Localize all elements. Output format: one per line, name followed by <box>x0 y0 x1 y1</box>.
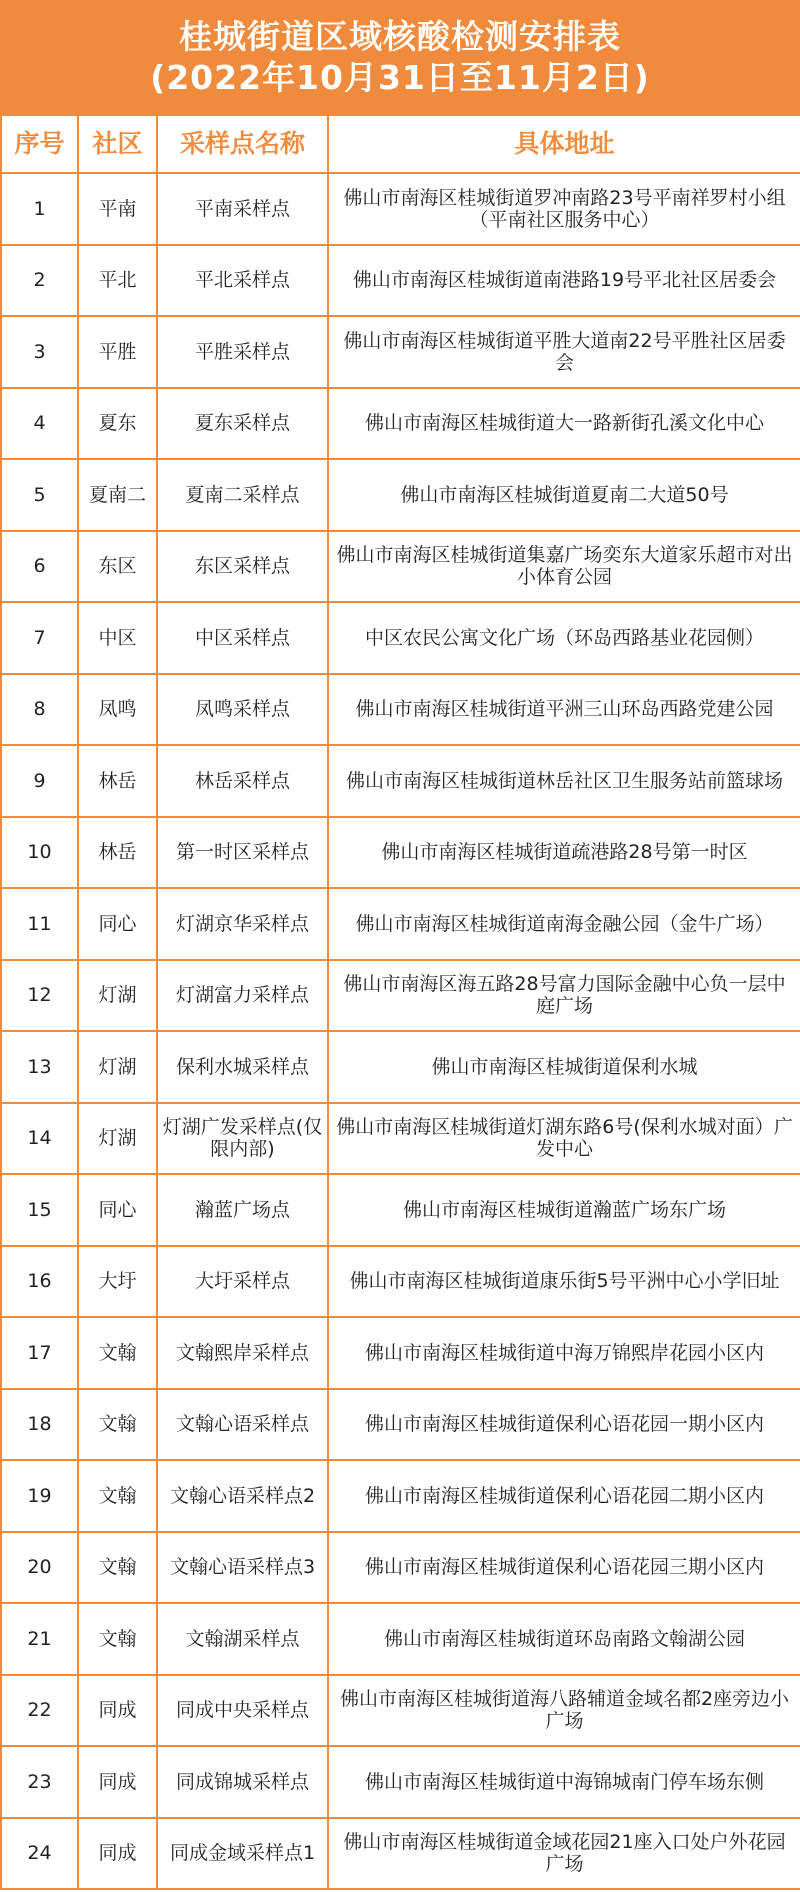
cell-address: 佛山市南海区桂城街道保利心语花园一期小区内 <box>328 1389 800 1461</box>
page-subtitle: (2022年10月31日至11月2日) <box>150 58 650 97</box>
cell-address: 佛山市南海区桂城街道保利心语花园三期小区内 <box>328 1532 800 1604</box>
table-row <box>1 1174 800 1246</box>
table-row <box>1 674 800 746</box>
cell-address: 佛山市南海区桂城街道夏南二大道50号 <box>328 459 800 531</box>
cell-site-name: 中区采样点 <box>157 602 328 674</box>
cell-index: 12 <box>1 960 78 1032</box>
cell-index: 22 <box>1 1675 78 1747</box>
table-row <box>1 388 800 460</box>
cell-index: 16 <box>1 1246 78 1318</box>
cell-community: 同成 <box>78 1675 157 1747</box>
table-row <box>1 1031 800 1103</box>
cell-address: 佛山市南海区桂城街道平洲三山环岛西路党建公园 <box>328 674 800 746</box>
cell-site-name: 保利水城采样点 <box>157 1031 328 1103</box>
cell-site-name: 文翰湖采样点 <box>157 1603 328 1675</box>
cell-index: 10 <box>1 817 78 889</box>
cell-site-name: 文翰心语采样点2 <box>157 1460 328 1532</box>
cell-community: 文翰 <box>78 1532 157 1604</box>
cell-site-name: 同成中央采样点 <box>157 1675 328 1747</box>
cell-site-name: 平南采样点 <box>157 173 328 245</box>
cell-index: 2 <box>1 245 78 317</box>
column-header-site: 采样点名称 <box>157 115 328 173</box>
cell-site-name: 文翰心语采样点3 <box>157 1532 328 1604</box>
cell-index: 9 <box>1 745 78 817</box>
cell-address: 佛山市南海区桂城街道灯湖东路6号(保利水城对面）广发中心 <box>328 1103 800 1175</box>
cell-community: 同成 <box>78 1746 157 1818</box>
cell-index: 14 <box>1 1103 78 1175</box>
table-row <box>1 602 800 674</box>
cell-community: 文翰 <box>78 1603 157 1675</box>
cell-community: 灯湖 <box>78 960 157 1032</box>
page-title: 桂城街道区域核酸检测安排表 <box>179 17 621 56</box>
cell-address: 中区农民公寓文化广场（环岛西路基业花园侧） <box>328 602 800 674</box>
cell-site-name: 同成金域采样点1 <box>157 1818 328 1890</box>
table-row <box>1 1460 800 1532</box>
cell-community: 大圩 <box>78 1246 157 1318</box>
table-row <box>1 1532 800 1604</box>
cell-address: 佛山市南海区桂城街道保利心语花园二期小区内 <box>328 1460 800 1532</box>
cell-index: 15 <box>1 1174 78 1246</box>
cell-address: 佛山市南海区桂城街道金域花园21座入口处户外花园广场 <box>328 1818 800 1890</box>
table-row <box>1 1675 800 1747</box>
cell-address: 佛山市南海区桂城街道康乐街5号平洲中心小学旧址 <box>328 1246 800 1318</box>
cell-site-name: 夏南二采样点 <box>157 459 328 531</box>
cell-site-name: 瀚蓝广场点 <box>157 1174 328 1246</box>
cell-community: 文翰 <box>78 1389 157 1461</box>
cell-community: 文翰 <box>78 1317 157 1389</box>
table-row <box>1 888 800 960</box>
cell-community: 平北 <box>78 245 157 317</box>
cell-address: 佛山市南海区桂城街道瀚蓝广场东广场 <box>328 1174 800 1246</box>
cell-index: 7 <box>1 602 78 674</box>
cell-community: 文翰 <box>78 1460 157 1532</box>
cell-community: 夏南二 <box>78 459 157 531</box>
cell-site-name: 大圩采样点 <box>157 1246 328 1318</box>
table-row <box>1 1603 800 1675</box>
cell-community: 灯湖 <box>78 1103 157 1175</box>
cell-address: 佛山市南海区桂城街道南海金融公园（金牛广场） <box>328 888 800 960</box>
table-row <box>1 745 800 817</box>
cell-index: 18 <box>1 1389 78 1461</box>
table-body <box>1 173 800 1889</box>
cell-community: 林岳 <box>78 817 157 889</box>
cell-site-name: 东区采样点 <box>157 531 328 603</box>
table-row <box>1 1103 800 1175</box>
cell-index: 4 <box>1 388 78 460</box>
schedule-table <box>0 114 800 1890</box>
cell-community: 同心 <box>78 1174 157 1246</box>
cell-address: 佛山市南海区桂城街道疏港路28号第一时区 <box>328 817 800 889</box>
cell-community: 中区 <box>78 602 157 674</box>
table-row <box>1 817 800 889</box>
cell-community: 平南 <box>78 173 157 245</box>
cell-index: 5 <box>1 459 78 531</box>
cell-community: 凤鸣 <box>78 674 157 746</box>
cell-address: 佛山市南海区桂城街道中海锦城南门停车场东侧 <box>328 1746 800 1818</box>
cell-index: 19 <box>1 1460 78 1532</box>
table-row <box>1 1389 800 1461</box>
cell-site-name: 林岳采样点 <box>157 745 328 817</box>
cell-index: 23 <box>1 1746 78 1818</box>
cell-index: 8 <box>1 674 78 746</box>
cell-address: 佛山市南海区桂城街道集嘉广场奕东大道家乐超市对出小体育公园 <box>328 531 800 603</box>
cell-address: 佛山市南海区桂城街道保利水城 <box>328 1031 800 1103</box>
table-row <box>1 1746 800 1818</box>
cell-site-name: 灯湖京华采样点 <box>157 888 328 960</box>
cell-address: 佛山市南海区桂城街道环岛南路文翰湖公园 <box>328 1603 800 1675</box>
cell-site-name: 文翰心语采样点 <box>157 1389 328 1461</box>
cell-address: 佛山市南海区桂城街道大一路新街孔溪文化中心 <box>328 388 800 460</box>
cell-community: 灯湖 <box>78 1031 157 1103</box>
table-header-row <box>1 115 800 173</box>
cell-site-name: 夏东采样点 <box>157 388 328 460</box>
cell-address: 佛山市南海区桂城街道南港路19号平北社区居委会 <box>328 245 800 317</box>
page-header <box>0 0 800 114</box>
cell-address: 佛山市南海区海五路28号富力国际金融中心负一层中庭广场 <box>328 960 800 1032</box>
column-header-address: 具体地址 <box>328 115 800 173</box>
cell-address: 佛山市南海区桂城街道罗冲南路23号平南祥罗村小组（平南社区服务中心） <box>328 173 800 245</box>
cell-community: 同心 <box>78 888 157 960</box>
cell-site-name: 灯湖广发采样点(仅限内部) <box>157 1103 328 1175</box>
table-row <box>1 1246 800 1318</box>
cell-site-name: 凤鸣采样点 <box>157 674 328 746</box>
table-row <box>1 459 800 531</box>
cell-index: 13 <box>1 1031 78 1103</box>
cell-index: 6 <box>1 531 78 603</box>
cell-site-name: 文翰熙岸采样点 <box>157 1317 328 1389</box>
cell-index: 1 <box>1 173 78 245</box>
cell-community: 夏东 <box>78 388 157 460</box>
cell-address: 佛山市南海区桂城街道平胜大道南22号平胜社区居委会 <box>328 316 800 388</box>
cell-community: 同成 <box>78 1818 157 1890</box>
table-row <box>1 173 800 245</box>
cell-community: 平胜 <box>78 316 157 388</box>
table-row <box>1 960 800 1032</box>
cell-index: 17 <box>1 1317 78 1389</box>
cell-index: 24 <box>1 1818 78 1890</box>
cell-site-name: 灯湖富力采样点 <box>157 960 328 1032</box>
cell-index: 11 <box>1 888 78 960</box>
cell-index: 20 <box>1 1532 78 1604</box>
table-row <box>1 531 800 603</box>
cell-community: 东区 <box>78 531 157 603</box>
cell-address: 佛山市南海区桂城街道林岳社区卫生服务站前篮球场 <box>328 745 800 817</box>
cell-site-name: 平北采样点 <box>157 245 328 317</box>
cell-site-name: 平胜采样点 <box>157 316 328 388</box>
cell-index: 21 <box>1 1603 78 1675</box>
column-header-index: 序号 <box>1 115 78 173</box>
cell-site-name: 第一时区采样点 <box>157 817 328 889</box>
table-row <box>1 316 800 388</box>
cell-index: 3 <box>1 316 78 388</box>
column-header-community: 社区 <box>78 115 157 173</box>
cell-address: 佛山市南海区桂城街道海八路辅道金域名都2座旁边小广场 <box>328 1675 800 1747</box>
table-row <box>1 1317 800 1389</box>
table-row <box>1 1818 800 1890</box>
table-row <box>1 245 800 317</box>
cell-address: 佛山市南海区桂城街道中海万锦熙岸花园小区内 <box>328 1317 800 1389</box>
cell-community: 林岳 <box>78 745 157 817</box>
cell-site-name: 同成锦城采样点 <box>157 1746 328 1818</box>
